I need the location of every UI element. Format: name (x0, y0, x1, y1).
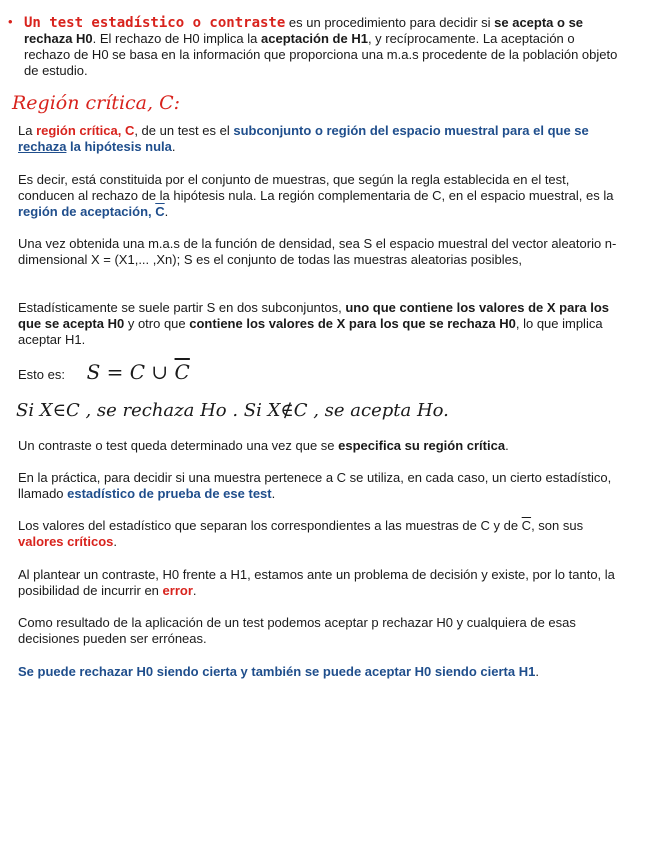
intro-bold-2: aceptación de H1 (261, 31, 368, 46)
formula-c-bar: $\overline{C}$ (174, 360, 190, 384)
p6-text-2: . (271, 486, 276, 501)
formula (87, 360, 190, 384)
paragraph-contraste (18, 438, 628, 454)
p5-text-2: . (505, 438, 509, 453)
p7-text-3: . (113, 534, 118, 549)
p5-bold-1: especifica su región crítica (338, 438, 506, 453)
paragraph-estadisticamente (18, 300, 628, 348)
paragraph-es-decir (18, 172, 628, 220)
p6-blue: estadístico de prueba de ese test (67, 486, 272, 501)
intro-text-1: es un procedimiento para decidir si (285, 15, 495, 30)
esto-es-line (18, 360, 628, 384)
p8-red: error (162, 583, 193, 598)
p10-blue: Se puede rechazar H0 siendo cierta y también se puede aceptar H0 siendo cierta H1 (18, 664, 536, 679)
p2-text-1: Es decir, está constituida por el conjunto de muestras, que según la regla establecida en el test, conducen al rechazo de la hipótesis nula. La región complementaria de C, en el espacio muestral, es la (18, 172, 614, 203)
p8-text-2: . (192, 583, 197, 598)
p5-text-1: Un contraste o test queda determinado una vez que se (18, 438, 339, 453)
p1-text-3: . (171, 139, 176, 154)
p4-bold-2: contiene los valores de X para los que se rechaza H0 (189, 316, 516, 331)
p1-text-2: , de un test es el (134, 123, 234, 138)
p2-blue: región de aceptación, (18, 204, 156, 219)
p6-text-1: En la práctica, para decidir si una muestra pertenece a C se utiliza, en cada caso, un cierto estadístico, llamado (18, 470, 612, 501)
p7-text-2: , son sus (531, 518, 584, 533)
intro-text-2: . El rechazo de H0 implica la (92, 31, 262, 46)
p4-text-2: y otro que (124, 316, 190, 331)
paragraph-practica (18, 470, 628, 502)
handwritten-rule: Si X∈C , se rechaza Ho . Si X∉C , se acepta Ho. (16, 400, 449, 421)
p2-c-bar: $\overline{C}$ (155, 204, 165, 219)
paragraph-resultado: Como resultado de la aplicación de un test podemos aceptar p rechazar H0 y cualquiera de esas decisiones pueden ser erróneas. (18, 615, 576, 646)
intro-text-3: , y recíprocamente. La aceptación o rechazo de H0 se basa en la información que proporciona una m.a.s procedente de la población objeto de estudio. (24, 31, 618, 78)
bullet-marker: • (8, 14, 13, 29)
intro-term: Un test estadístico o contraste (24, 15, 286, 31)
intro-paragraph (24, 15, 624, 79)
p7-red: valores críticos (18, 534, 114, 549)
p8-text-1: Al plantear un contraste, H0 frente a H1, estamos ante un problema de decisión y existe, por lo tanto, la posibilidad de incurrir en (18, 567, 615, 598)
p7-c-bar: $\overline{C}$ (521, 518, 532, 533)
p1-red: región crítica, C (36, 123, 135, 138)
section-heading: Región crítica, C: (12, 92, 181, 114)
p7-text-1: Los valores del estadístico que separan los correspondientes a las muestras de C y de (18, 518, 522, 533)
p1-blue-2: la hipótesis nula (66, 139, 172, 154)
p1-text-1: La (18, 123, 37, 138)
paragraph-region-critica (18, 123, 628, 155)
p1-blue-1: subconjunto o región del espacio muestral para el que se (233, 123, 589, 138)
paragraph-conclusion (18, 664, 628, 680)
p4-text-3: , lo que implica aceptar H1. (18, 316, 603, 347)
p10-text-1: . (535, 664, 539, 679)
paragraph-mas: Una vez obtenida una m.a.s de la función de densidad, sea S el espacio muestral del vector aleatorio n-dimensional X = (X1,... ,Xn); S es el conjunto de todas las muestras aleatorias posibles, (18, 236, 617, 267)
p4-text-1: Estadísticamente se suele partir S en dos subconjuntos, (18, 300, 346, 315)
p4-bold-1: uno que contiene los valores de X para los que se acepta H0 (18, 300, 610, 331)
intro-bold-1: se acepta o se rechaza H0 (24, 15, 584, 46)
p2-text-2: . (164, 204, 169, 219)
esto-label: Esto es: (18, 367, 65, 382)
paragraph-valores (18, 518, 628, 550)
p1-blue-underlined: rechaza (18, 139, 67, 154)
paragraph-plantear (18, 567, 628, 599)
formula-left: S = C ∪ (86, 360, 175, 384)
